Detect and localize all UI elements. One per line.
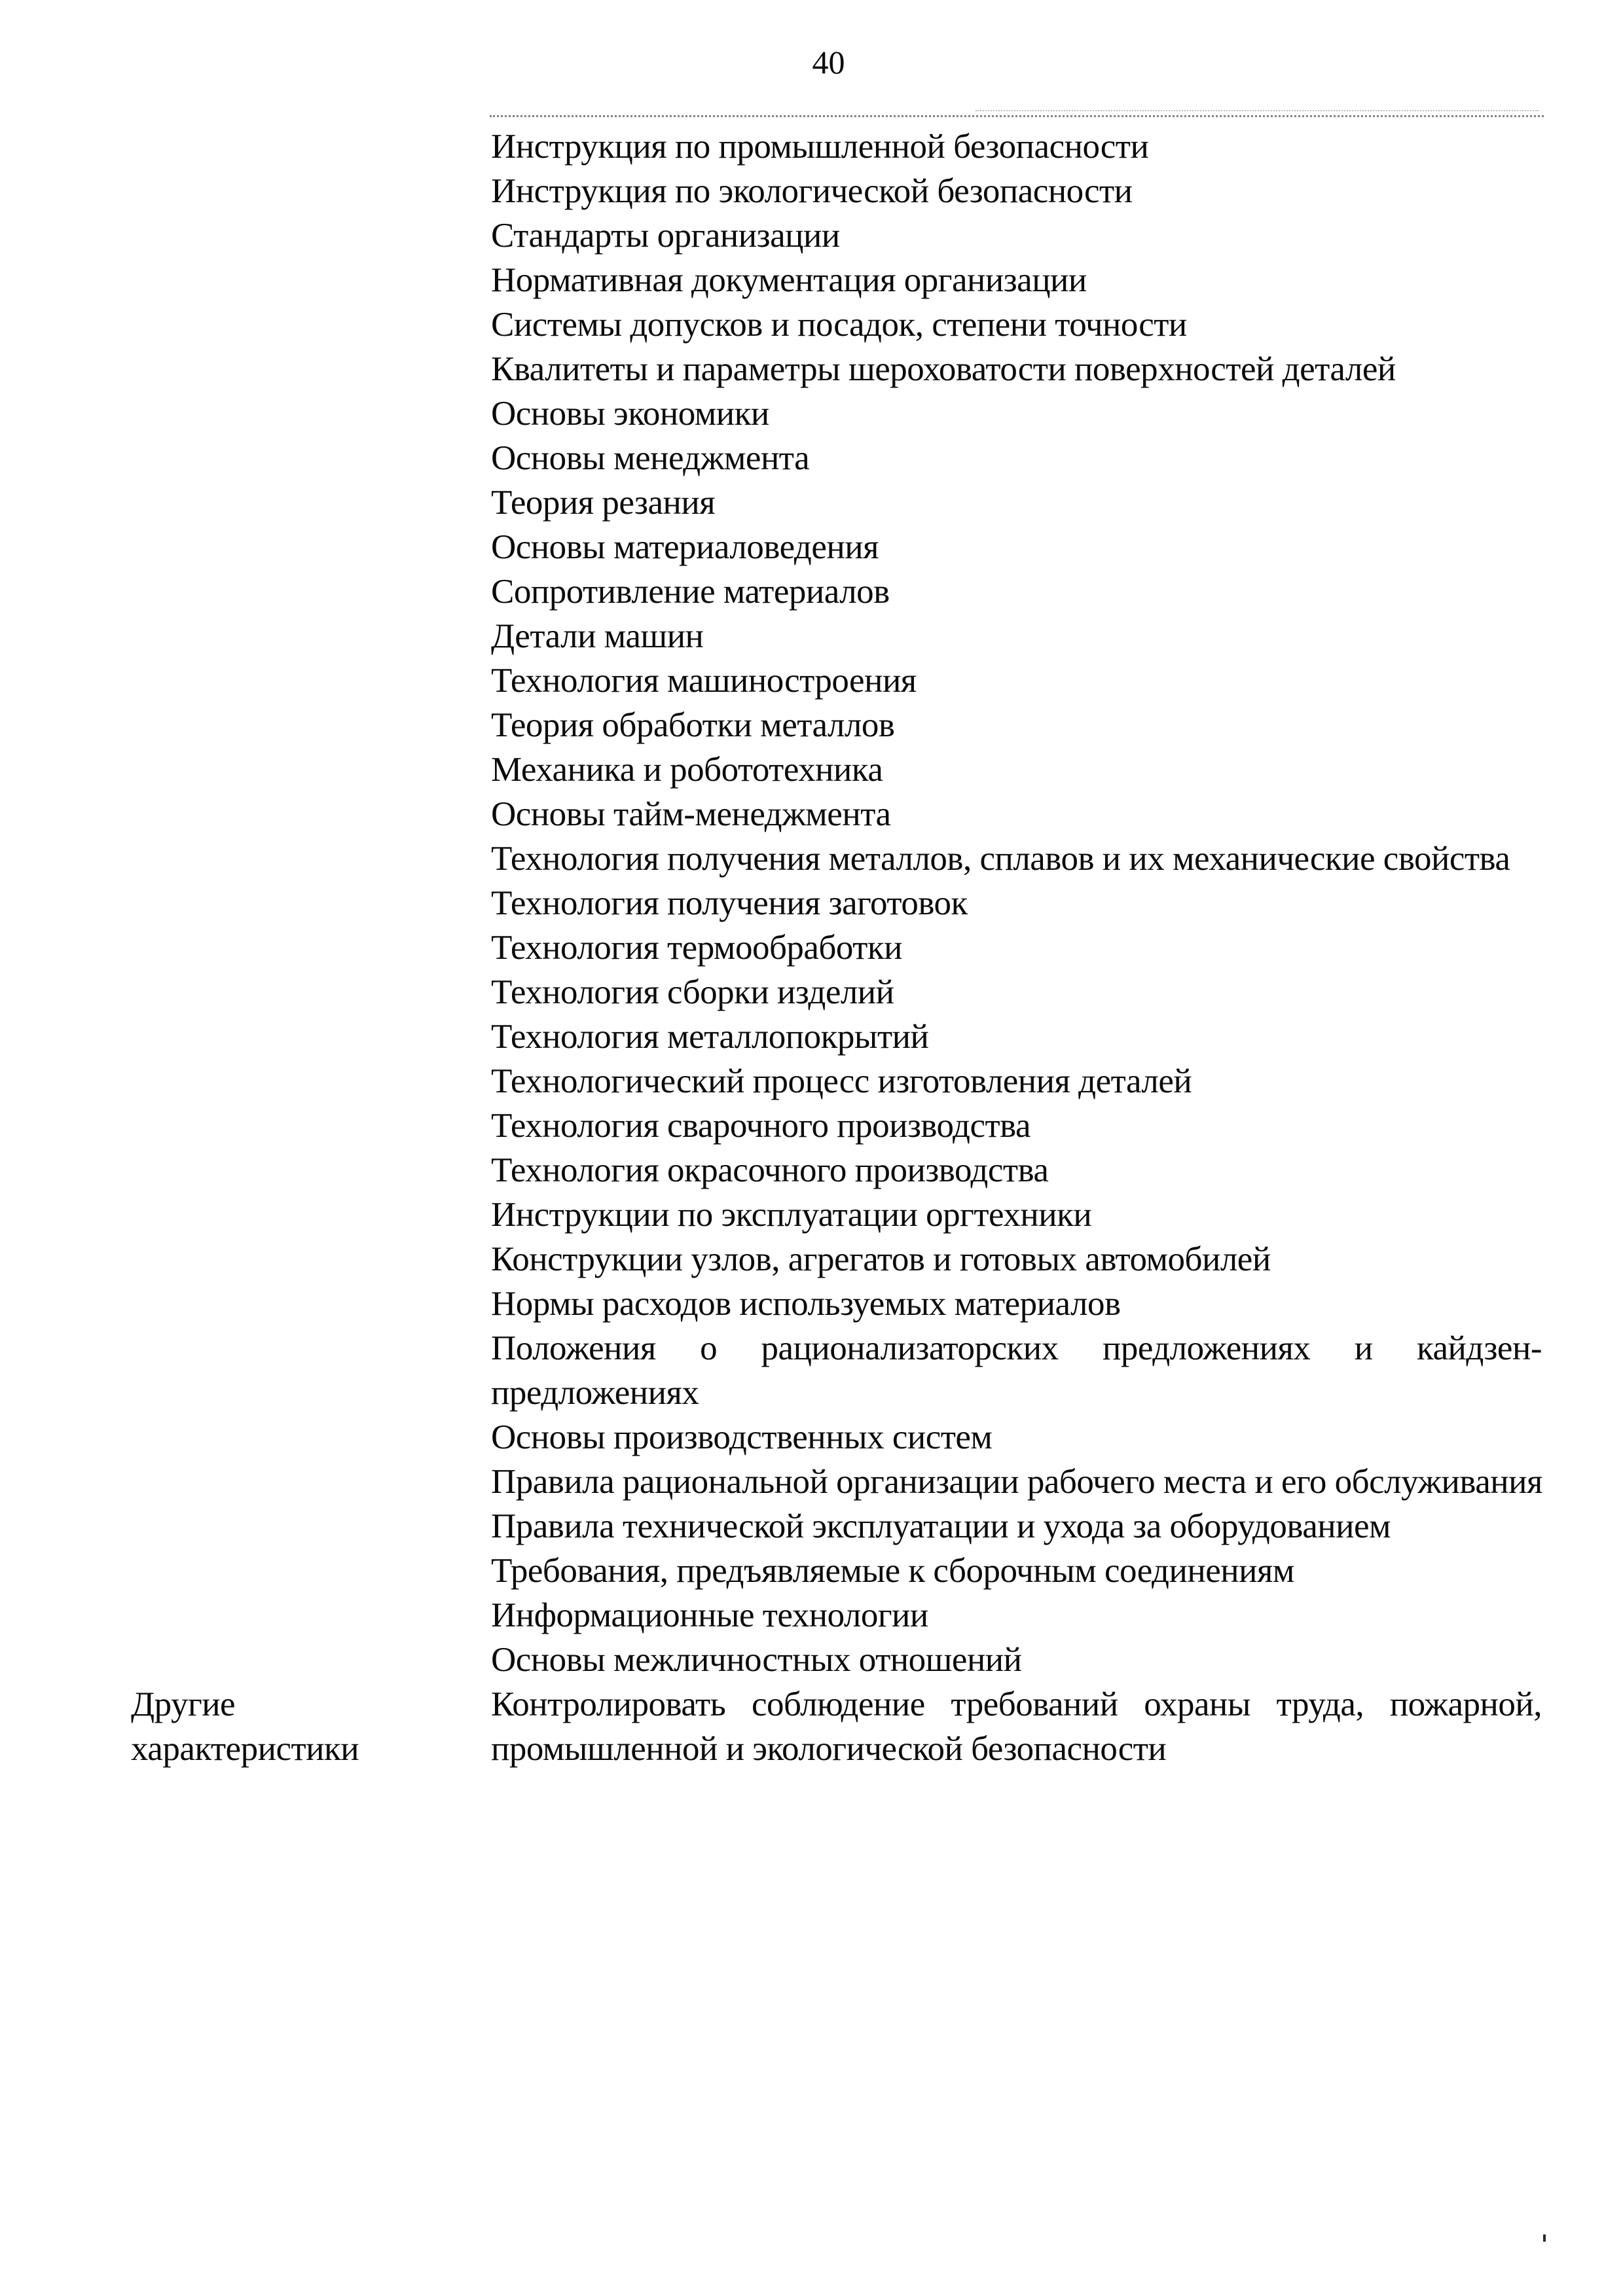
knowledge-line: Теория резания bbox=[491, 484, 716, 522]
row-label-line-2: характеристики bbox=[131, 1730, 359, 1768]
word: кайдзен- bbox=[1417, 1329, 1542, 1367]
knowledge-line: Технология окрасочного производства bbox=[491, 1151, 1049, 1189]
knowledge-line: Механика и робототехника bbox=[491, 751, 883, 789]
knowledge-line: Правила рациональной организации рабочего места и его обслуживания bbox=[491, 1463, 1542, 1501]
knowledge-line: Технология машиностроения bbox=[491, 662, 917, 700]
knowledge-line: Инструкция по экологической безопасности bbox=[491, 172, 1133, 210]
knowledge-line: Правила технической эксплуатации и ухода за оборудованием bbox=[491, 1507, 1391, 1545]
word: о bbox=[700, 1329, 718, 1367]
row-label-other-characteristics bbox=[131, 1682, 359, 1771]
knowledge-line: Технология металлопокрытий bbox=[491, 1018, 929, 1056]
knowledge-line: Инструкции по эксплуатации оргтехники bbox=[491, 1196, 1092, 1234]
knowledge-line: Информационные технологии bbox=[491, 1596, 928, 1634]
knowledge-line: Основы тайм-менеджмента bbox=[491, 795, 891, 833]
knowledge-line: Стандарты организации bbox=[491, 217, 840, 255]
knowledge-line: Основы межличностных отношений bbox=[491, 1641, 1022, 1679]
knowledge-line: Технология термообработки bbox=[491, 929, 902, 967]
knowledge-line: Основы производственных систем bbox=[491, 1418, 993, 1456]
knowledge-line: Основы материаловедения bbox=[491, 528, 879, 566]
knowledge-line: Квалитеты и параметры шероховатости поверхностей деталей bbox=[491, 350, 1396, 388]
scan-speck-artifact bbox=[1543, 2234, 1546, 2242]
knowledge-line: Основы менеджмента bbox=[491, 439, 810, 477]
word: рационализаторских bbox=[761, 1329, 1059, 1367]
table-border-scan-artifact bbox=[490, 115, 1544, 117]
knowledge-line: Технология получения заготовок bbox=[491, 884, 968, 922]
knowledge-line: Конструкции узлов, агрегатов и готовых автомобилей bbox=[491, 1240, 1271, 1278]
word: труда, bbox=[1276, 1685, 1364, 1723]
other-characteristics-line bbox=[491, 1682, 1542, 1727]
knowledge-line: Нормативная документация организации bbox=[491, 261, 1087, 299]
knowledge-line: Технологический процесс изготовления деталей bbox=[491, 1062, 1192, 1100]
knowledge-line: Системы допусков и посадок, степени точности bbox=[491, 306, 1187, 344]
knowledge-line bbox=[491, 1326, 1542, 1371]
knowledge-line: Технология сборки изделий bbox=[491, 973, 894, 1011]
word: и bbox=[1354, 1329, 1373, 1367]
text-column bbox=[491, 124, 1542, 1771]
word: Положения bbox=[491, 1329, 656, 1367]
knowledge-line: Основы экономики bbox=[491, 395, 769, 433]
knowledge-line: Технология сварочного производства bbox=[491, 1107, 1031, 1145]
word: соблюдение bbox=[751, 1685, 925, 1723]
word: Контролировать bbox=[491, 1685, 726, 1723]
row-label-line-1: Другие bbox=[131, 1685, 236, 1723]
knowledge-line: Сопротивление материалов bbox=[491, 573, 890, 611]
word: предложениях bbox=[1103, 1329, 1311, 1367]
knowledge-line: Теория обработки металлов bbox=[491, 706, 895, 744]
word: охраны bbox=[1144, 1685, 1250, 1723]
table-border-scan-artifact-faint bbox=[976, 110, 1539, 111]
knowledge-line: Нормы расходов используемых материалов bbox=[491, 1285, 1121, 1323]
word: требований bbox=[951, 1685, 1118, 1723]
page-number: 40 bbox=[812, 44, 845, 81]
knowledge-line: Детали машин bbox=[491, 617, 704, 655]
other-characteristics-line: промышленной и экологической безопасности bbox=[491, 1730, 1167, 1768]
knowledge-line: Инструкция по промышленной безопасности bbox=[491, 128, 1149, 166]
word: пожарной, bbox=[1389, 1685, 1542, 1723]
knowledge-line: Требования, предъявляемые к сборочным соединениям bbox=[491, 1552, 1294, 1590]
knowledge-line: предложениях bbox=[491, 1374, 699, 1412]
knowledge-line: Технология получения металлов, сплавов и их механические свойства bbox=[491, 840, 1510, 878]
